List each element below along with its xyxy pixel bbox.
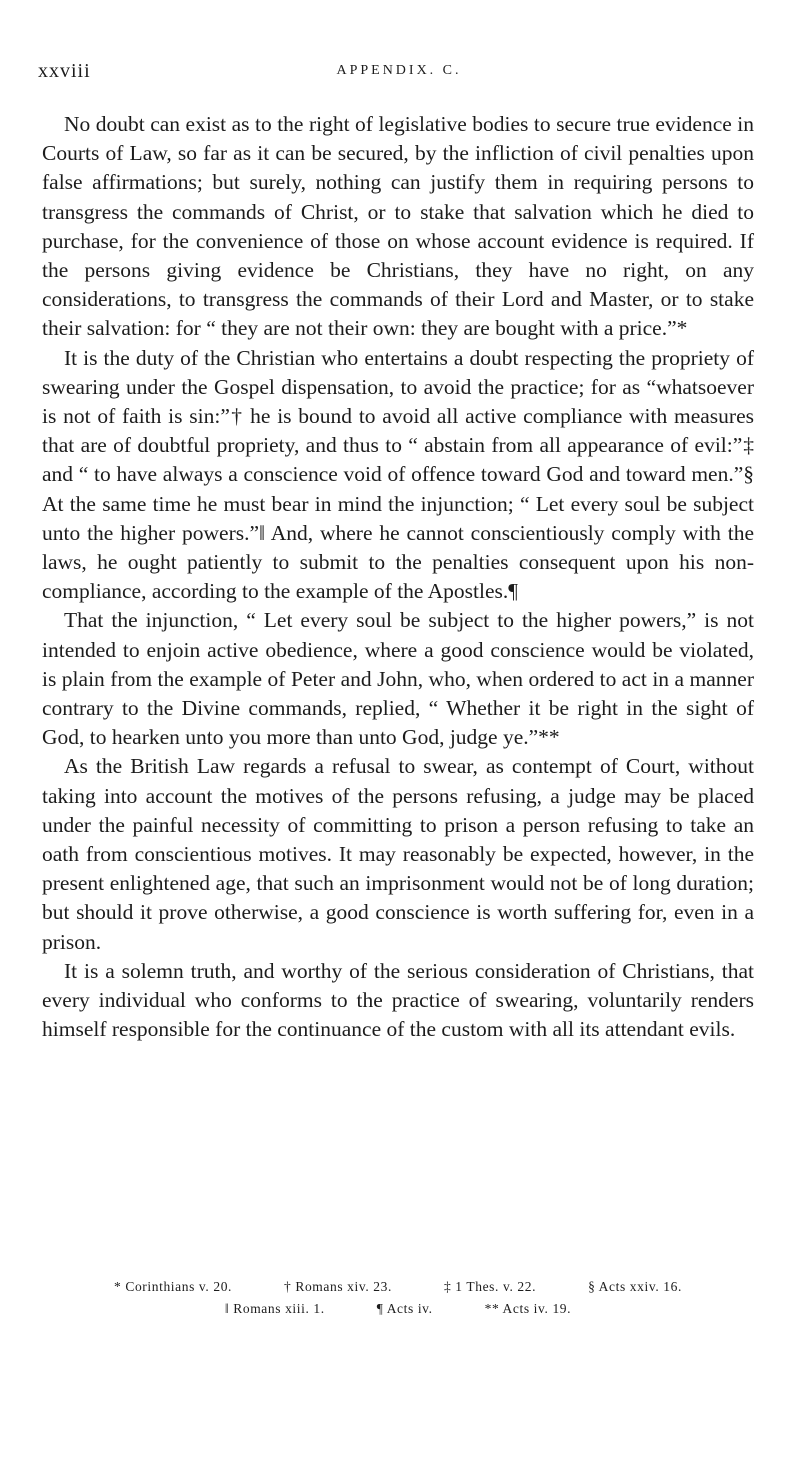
paragraph: No doubt can exist as to the right of legislative bodies to secure true evidence in Courts of Law, so far as it can be secured, by the infliction of civil penalties upon false affirmations; but surely, nothing can justify them in requiring persons to transgress the commands of Christ, or to stake that salvation which he died to purchase, for the convenience of those on whose account evidence is required. If the persons giving evidence be Christians, they have no right, on any considerations, to transgress the commands of their Lord and Master, or to stake their salvation: for “ they are not their own: they are bought with a price.”* <box>42 112 754 341</box>
footnote: † Romans xiv. 23. <box>284 1279 392 1294</box>
paragraph: As the British Law regards a refusal to swear, as contempt of Court, without taking into account the motives of the persons refusing, a judge may be placed under the painful necessity of committing to prison a person refusing to take an oath from conscientious motives. It may reasonably be expected, however, in the present enlightened age, that such an imprisonment would not be of long duration; but should it prove otherwise, a good conscience is worth suffering for, even in a prison. <box>42 754 754 954</box>
footnote: ‖ Romans xiii. 1. <box>224 1301 325 1316</box>
footnote: ** Acts iv. 19. <box>484 1301 572 1316</box>
paragraph: It is a solemn truth, and worthy of the serious consideration of Christians, that every individual who conforms to the practice of swearing, voluntarily renders himself responsible for the continuance of the custom with all its attendant evils. <box>42 958 754 1042</box>
footnote: * Corinthians v. 20. <box>114 1279 233 1294</box>
footnote-line <box>42 1276 754 1298</box>
footnote: § Acts xxiv. 16. <box>588 1279 682 1294</box>
body-text <box>42 110 754 1045</box>
running-title: APPENDIX. C. <box>336 63 462 78</box>
paragraph: That the injunction, “ Let every soul be subject to the higher powers,” is not intended to enjoin active obedience, where a good conscience would be violated, is plain from the example of Peter and John, who, when ordered to act in a manner contrary to the Divine commands, replied, “ Whether it be right in the sight of God, to hearken unto you more than unto God, judge ye.”** <box>42 608 754 750</box>
footnotes <box>42 1276 754 1320</box>
footnote: ¶ Acts iv. <box>376 1301 433 1316</box>
footnote: ‡ 1 Thes. v. 22. <box>443 1279 537 1294</box>
running-head <box>38 60 760 90</box>
footnote-line <box>42 1298 754 1320</box>
page-number: xxviii <box>38 60 91 82</box>
paragraph: It is the duty of the Christian who entertains a doubt respecting the propriety of swearing under the Gospel dispensation, to avoid the practice; for as “whatsoever is not of faith is sin:”† he is bound to avoid all active compliance with measures that are of doubtful propriety, and thus to “ abstain from all appearance of evil:”‡ and “ to have always a conscience void of offence toward God and toward men.”§ At the same time he must bear in mind the injunction; “ Let every soul be subject unto the higher powers.”‖ And, where he cannot conscientiously comply with the laws, he ought patiently to submit to the penalties consequent upon his non-compliance, according to the example of the Apostles.¶ <box>42 345 754 604</box>
